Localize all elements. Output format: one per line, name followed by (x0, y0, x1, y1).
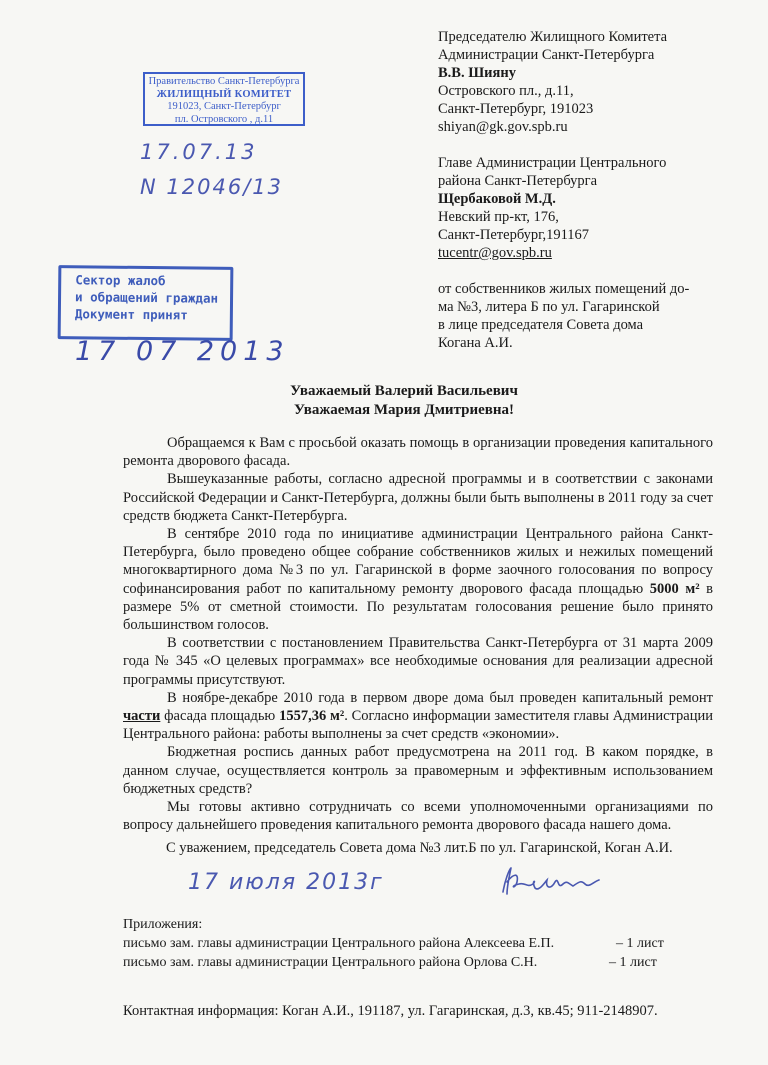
addressee-line: Председателю Жилищного Комитета (438, 29, 668, 45)
stamp-line: пл. Островского , д.11 (174, 113, 274, 125)
emphasis: части (123, 708, 161, 725)
addressee-address: Санкт-Петербург, 191023 (438, 101, 594, 117)
handwritten-received-date: 17 07 2013 (75, 336, 290, 367)
letter-body (123, 434, 713, 834)
paragraph: В соответствии с постановлением Правительства Санкт-Петербурга от 31 марта 2009 года № 345 «О целевых программах» все необходимые основания для реализации адресной программы присутствуют. (123, 635, 713, 688)
sender-line: в лице председателя Совета дома (438, 317, 644, 333)
area-value: 1557,36 м² (279, 708, 345, 725)
handwritten-number: N 12046/13 (140, 175, 283, 199)
greeting-line: Уважаемая Мария Дмитриевна! (293, 402, 514, 418)
addressee-email: shiyan@gk.gov.spb.ru (438, 119, 568, 135)
addressee-line: Главе Администрации Центрального (438, 155, 667, 171)
stamp-line: и обращений граждан (74, 289, 219, 306)
paragraph: В ноябре-декабре 2010 года в первом дворе дома был проведен капитальный ремонт части фасада площадью 1557,36 м². Согласно информации заместителя главы Администрации Центрального района: работы выполнены за счет средств «экономии». (123, 689, 713, 743)
addressee-address: Островского пл., д.11, (438, 83, 574, 99)
addressee-address: Санкт-Петербург,191167 (438, 227, 590, 243)
received-stamp (58, 265, 234, 341)
addressee-email: tucentr@gov.spb.ru (438, 245, 552, 261)
greeting-line: Уважаемый Валерий Васильевич (290, 383, 518, 399)
attachments (123, 915, 683, 972)
addressee-name: Щербаковой М.Д. (438, 191, 556, 207)
addressee-address: Невский пр-кт, 176, (438, 209, 559, 225)
addressee-line: Администрации Санкт-Петербурга (438, 47, 655, 63)
attachment-item: письмо зам. главы администрации Центрального района Орлова С.Н. – 1 лист (123, 955, 657, 970)
closing: С уважением, председатель Совета дома №3 лит.Б по ул. Гагаринской, Коган А.И. (166, 840, 673, 856)
paragraph: В сентябре 2010 года по инициативе администрации Центрального района Санкт-Петербурга, было проведено общее собрание собственников жилых и нежилых помещений многоквартирного дома №3 по ул. Гагаринской в форме заочного голосования по вопросу софинансирования работ по капитальному ремонту дворового фасада площадью 5000 м² в размере 5% от сметной стоимости. По результатам голосования решение было принято большинством голосов. (123, 526, 714, 634)
sender-line: Когана А.И. (438, 335, 513, 351)
stamp-line: Сектор жалоб (75, 272, 166, 289)
contact-info: Контактная информация: Коган А.И., 191187, ул. Гагаринская, д.3, кв.45; 911-2148907. (123, 1003, 658, 1019)
addressee-line: района Санкт-Петербурга (438, 173, 598, 189)
area-value: 5000 м² (649, 580, 700, 597)
greeting (0, 382, 768, 420)
paragraph: Мы готовы активно сотрудничать со всеми уполномоченными организациями по вопросу дальнейшего проведения капитального ремонта дворового фасада нашего дома. (123, 799, 713, 834)
addressee-block (438, 28, 738, 352)
sender-line: от собственников жилых помещений до- (438, 281, 690, 297)
paragraph: Бюджетная роспись данных работ предусмотрена на 2011 год. В каком порядке, в данном случае, осуществляется контроль за правомерным и эффективным использованием бюджетных средств? (123, 744, 713, 797)
paragraph: Вышеуказанные работы, согласно адресной программы и в соответствии с законами Российской Федерации и Санкт-Петербурга, должны были быть выполнены в 2011 году за счет средств бюджета Санкт-Петербурга. (123, 471, 713, 524)
attachments-title: Приложения: (123, 917, 203, 932)
stamp-line: Документ принят (74, 306, 188, 323)
paragraph: Обращаемся к Вам с просьбой оказать помощь в организации проведения капитального ремонта дворового фасада. (123, 435, 713, 470)
handwritten-date: 17 июля 2013г (188, 870, 384, 895)
handwritten-date: 17.07.13 (140, 140, 258, 164)
attachment-item: письмо зам. главы администрации Центрального района Алексеева Е.П. – 1 лист (123, 936, 664, 951)
sender-line: ма №3, литера Б по ул. Гагаринской (438, 299, 660, 315)
addressee-name: В.В. Шияну (438, 65, 516, 81)
stamp-line: 191023, Санкт-Петербург (167, 101, 281, 112)
registry-stamp (143, 72, 305, 126)
stamp-line: Правительство Санкт-Петербурга (148, 76, 300, 87)
signature-image (495, 862, 605, 902)
stamp-line: ЖИЛИЩНЫЙ КОМИТЕТ (156, 88, 292, 100)
